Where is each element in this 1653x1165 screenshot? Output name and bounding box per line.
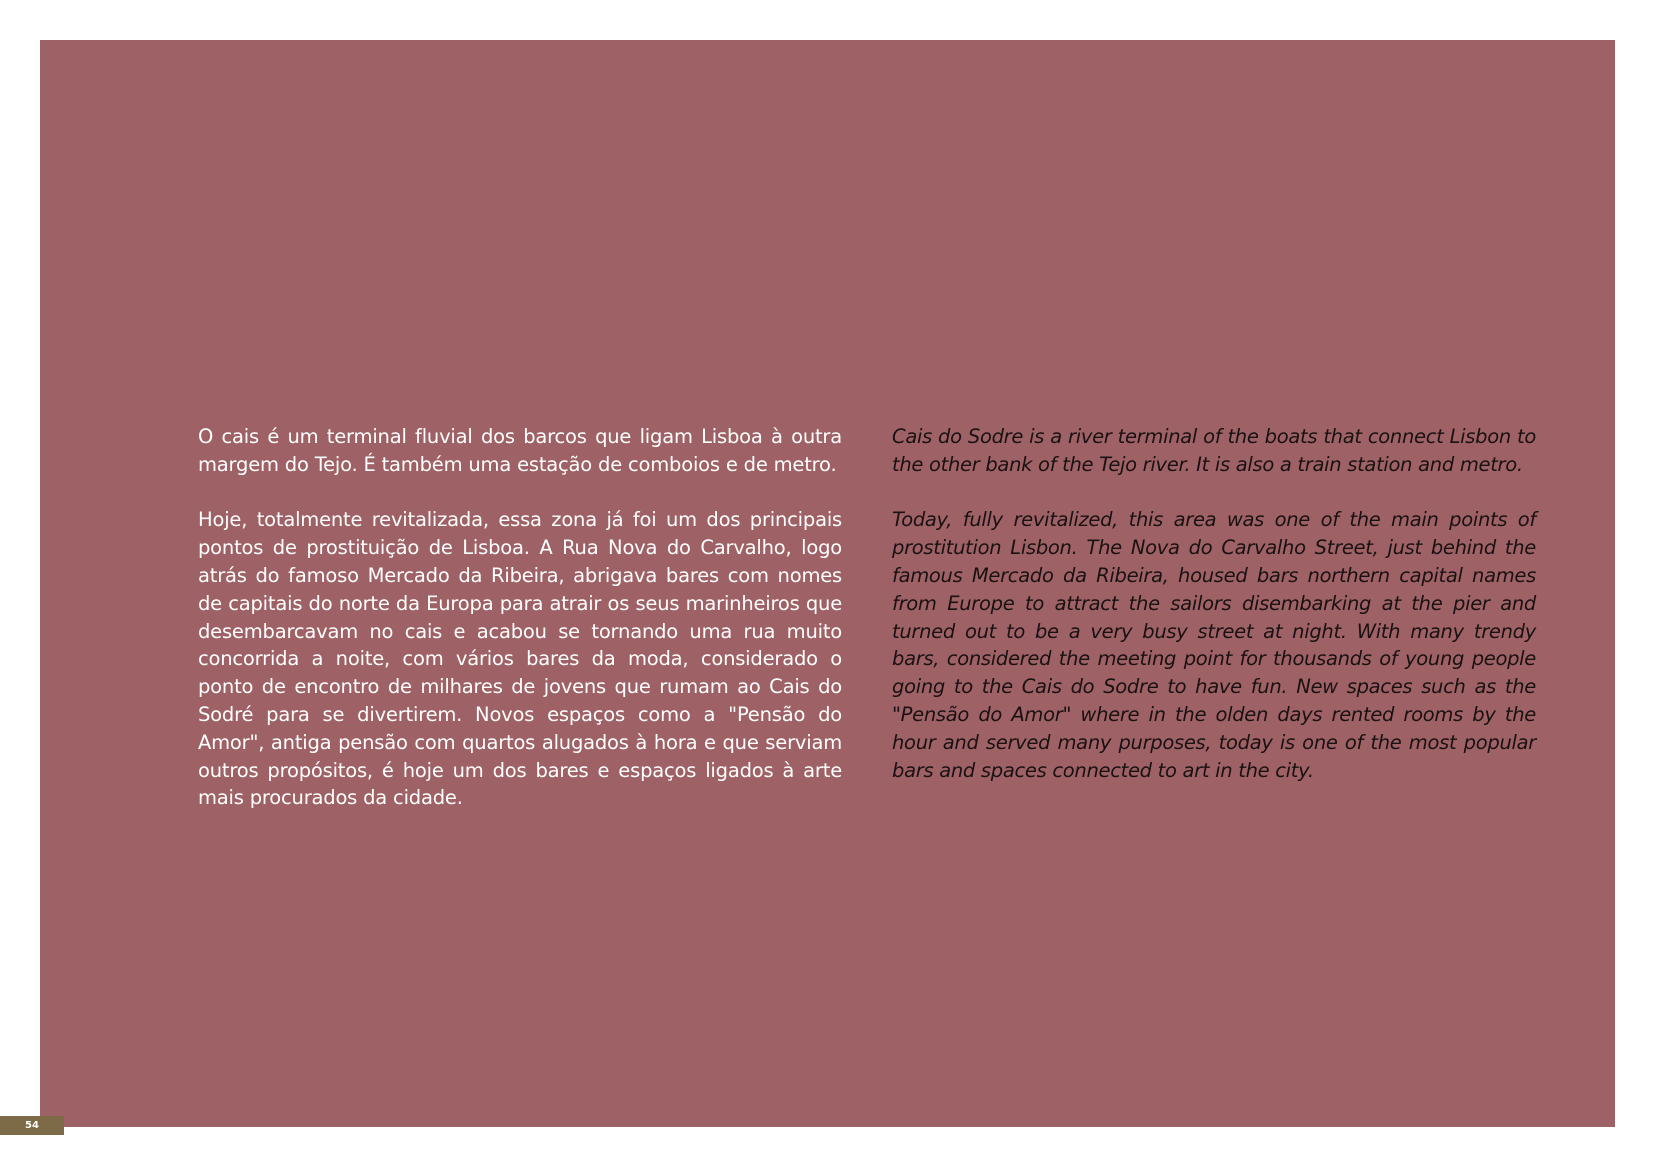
portuguese-text-column (198, 423, 842, 840)
english-paragraph-2: Today, fully revitalized, this area was one of the main points of prostitution Lisbon. The Nova do Carvalho Street, just behind the famous Mercado da Ribeira, housed bars northern capital names from Europe to attract the sailors disembarking at the pier and turned out to be a very busy street at night. With many trendy bars, considered the meeting point for thousands of young people going to the Cais do Sodre to have fun. New spaces such as the "Pensão do Amor" where in the olden days rented rooms by the hour and served many purposes, today is one of the most popular bars and spaces connected to art in the city. (892, 508, 1536, 782)
content-panel (40, 40, 1615, 1127)
portuguese-paragraph-1: O cais é um terminal fluvial dos barcos que ligam Lisboa à outra margem do Tejo. É também uma estação de comboios e de metro. (198, 425, 842, 476)
page-number-badge: 54 (0, 1116, 64, 1135)
english-text-column (892, 423, 1536, 812)
english-paragraph-1: Cais do Sodre is a river terminal of the boats that connect Lisbon to the other bank of the Tejo river. It is also a train station and metro. (892, 425, 1536, 476)
portuguese-paragraph-2: Hoje, totalmente revitalizada, essa zona já foi um dos principais pontos de prostituição de Lisboa. A Rua Nova do Carvalho, logo atrás do famoso Mercado da Ribeira, abrigava bares com nomes de capitais do norte da Europa para atrair os seus marinheiros que desembarcavam no cais e acabou se tornando uma rua muito concorrida a noite, com vários bares da moda, considerado o ponto de encontro de milhares de jovens que rumam ao Cais do Sodré para se divertirem. Novos espaços como a "Pensão do Amor", antiga pensão com quartos alugados à hora e que serviam outros propósitos, é hoje um dos bares e espaços ligados à arte mais procurados da cidade. (198, 508, 842, 810)
